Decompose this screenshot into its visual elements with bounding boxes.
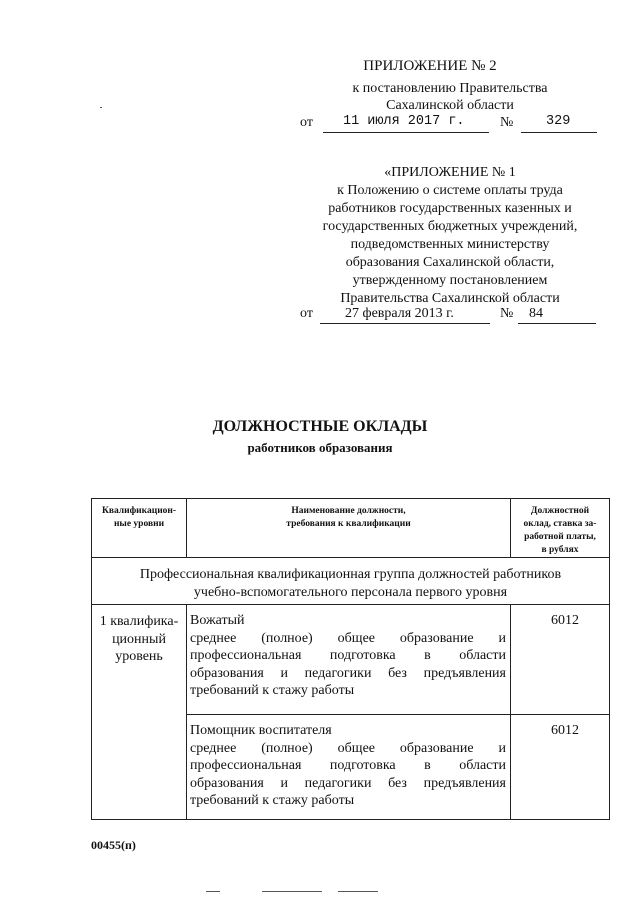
position-requirements: среднее (полное) общее образование и профессиональная подготовка в области образования и педагогики без предъявления требований к стажу работы xyxy=(190,740,506,808)
position-cell xyxy=(187,605,511,715)
appendix1-line: Правительства Сахалинской области xyxy=(340,291,560,306)
footer-code: 00455(п) xyxy=(91,838,136,852)
position-requirements: среднее (полное) общее образование и профессиональная подготовка в области образования и педагогики без предъявления требований к стажу работы xyxy=(190,630,506,698)
group-heading: Профессиональная квалификационная группа должностей работников учебно-вспомогательного персонала первого уровня xyxy=(92,558,610,605)
doc-subtitle: работников образования xyxy=(247,440,393,455)
qual-level-cell: 1 квалифика- ционный уровень xyxy=(92,605,187,820)
position-cell xyxy=(187,715,511,820)
header-qual-level: Квалификацион- ные уровни xyxy=(92,499,187,558)
table-row xyxy=(92,605,610,715)
appendix2-from-label: от xyxy=(300,115,313,130)
header-position: Наименование должности, требования к квалификации xyxy=(187,499,511,558)
table-header-row xyxy=(92,499,610,558)
scan-speck xyxy=(206,891,220,892)
scan-speck xyxy=(338,891,378,892)
appendix2-date-underline xyxy=(323,132,489,133)
appendix1-line: работников государственных казенных и xyxy=(328,201,572,216)
appendix1-line: подведомственных министерству xyxy=(350,237,550,252)
salary-cell: 6012 xyxy=(511,715,610,820)
appendix1-date: 27 февраля 2013 г. xyxy=(345,306,454,321)
appendix2-number: 329 xyxy=(546,114,571,129)
appendix1-lines xyxy=(290,182,610,308)
position-name: Помощник воспитателя xyxy=(190,723,332,738)
position-name: Вожатый xyxy=(190,613,245,628)
appendix1-line: государственных бюджетных учреждений, xyxy=(322,219,578,234)
header-salary: Должностной оклад, ставка за- работной платы, в рублях xyxy=(511,499,610,558)
appendix1-line: образования Сахалинской области, xyxy=(345,255,555,270)
appendix1-number-underline xyxy=(518,323,596,324)
appendix1-line: к Положению о системе оплаты труда xyxy=(337,183,563,198)
salary-cell: 6012 xyxy=(511,605,610,715)
appendix2-date: 11 июля 2017 г. xyxy=(343,114,465,129)
appendix2-line2: Сахалинской области xyxy=(386,98,514,113)
scan-speck xyxy=(100,107,102,108)
appendix1-number: 84 xyxy=(529,306,543,321)
appendix1-title: «ПРИЛОЖЕНИЕ № 1 xyxy=(384,165,516,180)
scan-speck xyxy=(262,891,322,892)
table-group-row xyxy=(92,558,610,605)
appendix1-line: утвержденному постановлением xyxy=(352,273,548,288)
appendix2-line1: к постановлению Правительства xyxy=(352,81,548,96)
salary-table xyxy=(91,498,610,820)
appendix1-number-label: № xyxy=(500,306,514,321)
appendix2-number-label: № xyxy=(500,115,514,130)
appendix1-from-label: от xyxy=(300,306,313,321)
appendix2-number-underline xyxy=(521,132,597,133)
doc-title: ДОЛЖНОСТНЫЕ ОКЛАДЫ xyxy=(212,418,428,435)
appendix2-title: ПРИЛОЖЕНИЕ № 2 xyxy=(363,58,497,74)
appendix1-date-underline xyxy=(320,323,490,324)
